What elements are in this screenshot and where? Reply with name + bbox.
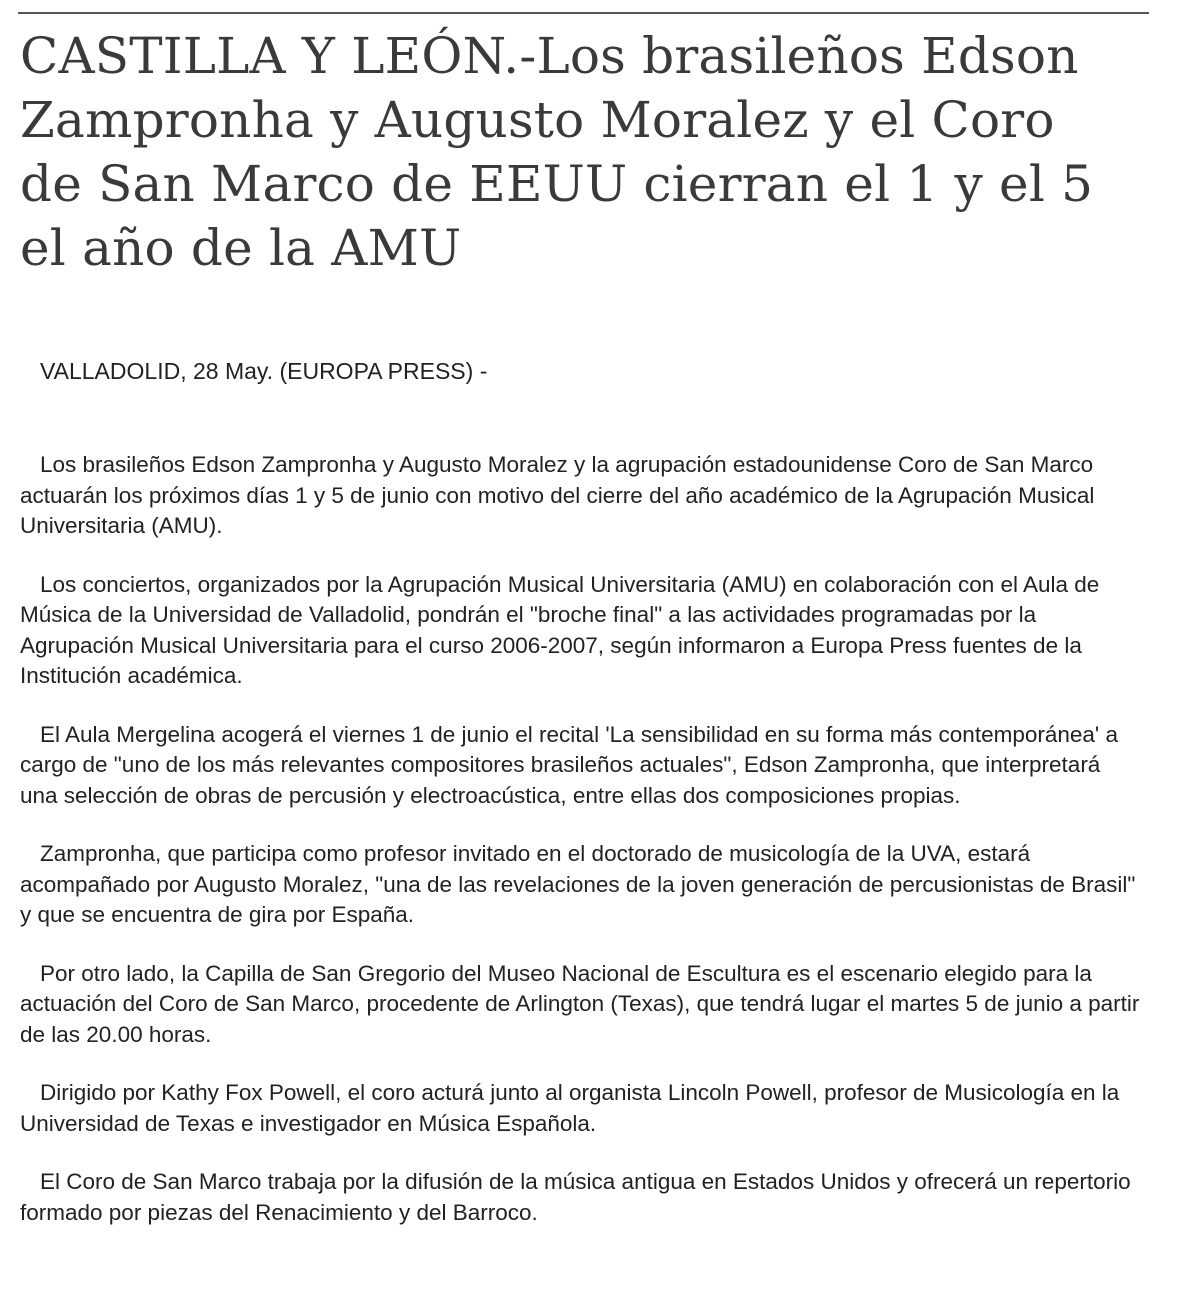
article-body — [20, 450, 1140, 1256]
paragraph-4: Zampronha, que participa como profesor invitado en el doctorado de musicología de la UVA, estará acompañado por Augusto Moralez, "una de las revelaciones de la joven generación de percusionistas de Brasil" y que se encuentra de gira por España. — [20, 841, 1136, 927]
paragraph-2: Los conciertos, organizados por la Agrupación Musical Universitaria (AMU) en colaboración con el Aula de Música de la Universidad de Valladolid, pondrán el "broche final" a las actividades programadas por la Agrupación Musical Universitaria para el curso 2006-2007, según informaron a Europa Press fuentes de la Institución académica. — [20, 571, 1100, 688]
top-divider — [18, 12, 1149, 14]
paragraph-6: Dirigido por Kathy Fox Powell, el coro acturá junto al organista Lincoln Powell, profesor de Musicología en la Universidad de Texas e investigador en Música Española. — [20, 1080, 1120, 1136]
paragraph-7: El Coro de San Marco trabaja por la difusión de la música antigua en Estados Unidos y ofrecerá un repertorio formado por piezas del Renacimiento y del Barroco. — [20, 1169, 1131, 1225]
paragraph-1: Los brasileños Edson Zampronha y Augusto Moralez y la agrupación estadounidense Coro de San Marco actuarán los próximos días 1 y 5 de junio con motivo del cierre del año académico de la Agrupación Musical Universitaria (AMU). — [20, 452, 1095, 538]
article-headline: CASTILLA Y LEÓN.-Los brasileños Edson Zampronha y Augusto Moralez y el Coro de San Marco de EEUU cierran el 1 y el 5 el año de la AMU — [20, 27, 1094, 277]
paragraph-5: Por otro lado, la Capilla de San Gregorio del Museo Nacional de Escultura es el escenario elegido para la actuación del Coro de San Marco, procedente de Arlington (Texas), que tendrá lugar el martes 5 de junio a partir de las 20.00 horas. — [20, 960, 1140, 1047]
paragraph-3: El Aula Mergelina acogerá el viernes 1 de junio el recital 'La sensibilidad en su forma más contemporánea' a cargo de "uno de los más relevantes compositores brasileños actuales", Edson Zampronha, que interpretará una selección de obras de percusión y electroacústica, entre ellas dos composiciones propias. — [20, 721, 1118, 808]
article-dateline: VALLADOLID, 28 May. (EUROPA PRESS) - — [40, 358, 488, 384]
